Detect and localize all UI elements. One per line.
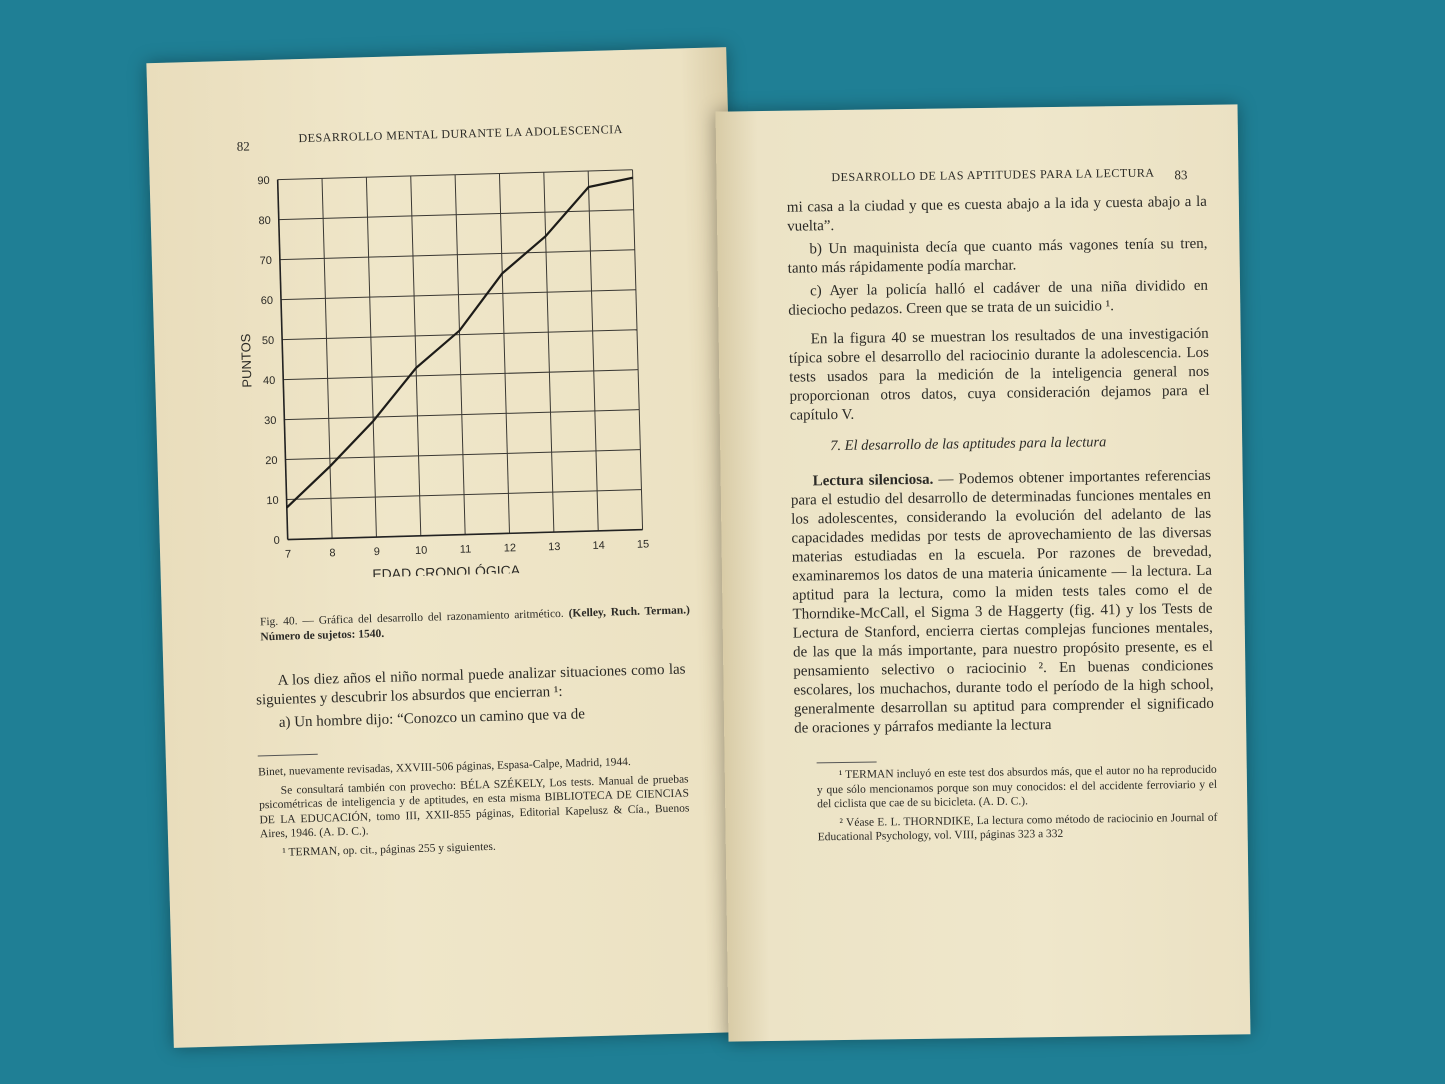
grid-line-vertical: [588, 171, 598, 531]
y-tick-label: 80: [258, 214, 271, 228]
x-tick-label: 12: [503, 542, 517, 555]
y-tick-label: 0: [273, 534, 280, 547]
caption-figure: Fig. 40. — Gráfica del desarrollo del razonamiento aritmético.: [259, 607, 564, 629]
section-subhead: Lectura silenciosa.: [812, 471, 934, 490]
chart-svg: [227, 149, 679, 581]
x-tick-label: 8: [329, 547, 336, 560]
right-footnote-2: ² Véase E. L. THORNDIKE, La lectura como método de raciocinio en Journal of Educational Psychology, vol. VIII, páginas 323 a 332: [817, 811, 1218, 844]
right-page: [716, 104, 1251, 1041]
right-paragraph-1: mi casa a la ciudad y que es cuesta abajo a la ida y cuesta abajo a la vuelta”.: [786, 193, 1207, 235]
page-number-right: 83: [1174, 167, 1188, 183]
y-axis-label: PUNTOS: [237, 333, 255, 388]
x-tick-label: 7: [284, 548, 292, 561]
right-paragraph-3: c) Ayer la policía halló el cadáver de una niña dividido en dieciocho pedazos. Creen que se trata de un suicidio ¹.: [788, 277, 1209, 319]
footnote-rule-left: [258, 754, 318, 757]
y-axis: [278, 180, 288, 540]
left-paragraph-1: A los diez años el niño normal puede analizar situaciones como las siguientes y descubrir los absurdos que encierran ¹:: [255, 661, 686, 709]
reasoning-chart: [227, 149, 679, 581]
y-tick-label: 90: [257, 174, 270, 188]
left-footnotes: [258, 753, 691, 864]
grid-line-vertical: [366, 177, 376, 537]
right-paragraph-4: En la figura 40 se muestran los resultados de una investigación típica sobre el desarrollo del raciocinio durante la adolescencia. Los tests usados para la medición de la inteligencia general nos proporcionan otros datos, cuya consideración dejamos para el capítulo V.: [788, 325, 1210, 424]
right-body-main: [791, 467, 1215, 743]
caption-subjects: Número de sujetos: 1540.: [260, 627, 385, 644]
footnote-rule-right: [817, 762, 877, 764]
y-tick-label: 10: [266, 494, 279, 508]
x-tick-label: 13: [547, 540, 561, 554]
y-tick-label: 70: [259, 254, 273, 268]
grid-line-vertical: [544, 172, 554, 532]
y-tick-label: 50: [261, 334, 275, 348]
left-footnote-3: ¹ TERMAN, op. cit., páginas 255 y siguientes.: [282, 840, 496, 859]
y-tick-label: 30: [263, 414, 277, 428]
x-tick-label: 15: [636, 538, 650, 551]
y-tick-label: 40: [262, 374, 276, 388]
grid-line-vertical: [633, 170, 643, 530]
left-footnote-2: Se consultará también con provecho: BÉLA SZÉKELY, Los tests. Manual de pruebas psicométricas de inteligencia y de aptitudes, en esta misma BIBLIOTECA DE CIENCIAS DE LA EDUCACIÓN, tomo III, XXII-855 páginas, Editorial Kapelusz & Cía., Buenos Aires, 1946. (A. D. C.).: [258, 772, 690, 841]
right-body-top: [787, 193, 1210, 430]
right-paragraph-5: — Podemos obtener importantes referencias para el estudio del desarrollo de determinadas funciones mentales en los adolescentes, considerando la evolución del adelanto de las capacidades medidas por tests de aprovechamiento de las diversas materias estudiadas en la escuela. Por razones de brevedad, examinaremos los datos de una materia únicamente — la lectura. La aptitud para la lectura, como la miden tests tales como el de Thorndike-McCall, el Sigma 3 de Haggerty (fig. 41) y los Tests de Lectura de Stanford, encierra ciertas complejas funciones mentales, de las que la más importante, para nuestro propósito presente, es el pensamiento selectivo o raciocinio ². En buenas condiciones escolares, los muchachos, durante todo el período de la high school, generalmente desarrollan su aptitud para comprender el significado de oraciones y párrafos mediante la lectura: [790, 467, 1214, 737]
y-tick-label: 60: [260, 294, 274, 308]
right-footnotes: [817, 763, 1218, 849]
grid-line-vertical: [455, 175, 465, 535]
y-tick-label: 20: [265, 454, 278, 468]
x-tick-label: 11: [459, 543, 472, 556]
left-body: [255, 660, 687, 737]
x-tick-label: 10: [414, 544, 428, 557]
grid-line-vertical: [411, 176, 421, 536]
right-footnote-1: ¹ TERMAN incluyó en este test dos absurdos más, que el autor no ha reproducido y que sólo mencionamos porque son muy conocidos: el del accidente ferroviario y el del ciclista que cae de su bicicleta. (A. D. C.).: [816, 763, 1218, 811]
x-tick-label: 14: [592, 539, 605, 553]
running-head-left: DESARROLLO MENTAL DURANTE LA ADOLESCENCIA: [298, 122, 623, 146]
page-number-left: 82: [236, 138, 250, 154]
x-axis-label: EDAD CRONOLÓGICA: [372, 562, 521, 581]
left-paragraph-2: a) Un hombre dijo: “Conozco un camino que va de: [278, 706, 586, 731]
left-footnote-1: Binet, nuevamente revisadas, XXVIII-506 páginas, Espasa-Calpe, Madrid, 1944.: [258, 756, 631, 779]
grid-line-vertical: [499, 173, 509, 533]
caption-source: (Kelley, Ruch. Terman.): [568, 604, 690, 620]
running-head-right: DESARROLLO DE LAS APTITUDES PARA LA LECTURA: [831, 165, 1155, 185]
grid-line-vertical: [322, 178, 332, 538]
x-tick-label: 9: [373, 545, 381, 559]
section-title: 7. El desarrollo de las aptitudes para la lectura: [830, 434, 1107, 455]
left-page: [146, 47, 753, 1048]
right-paragraph-2: b) Un maquinista decía que cuanto más vagones tenía su tren, tanto más rápidamente podía marchar.: [787, 235, 1208, 277]
figure-caption: [260, 603, 691, 645]
